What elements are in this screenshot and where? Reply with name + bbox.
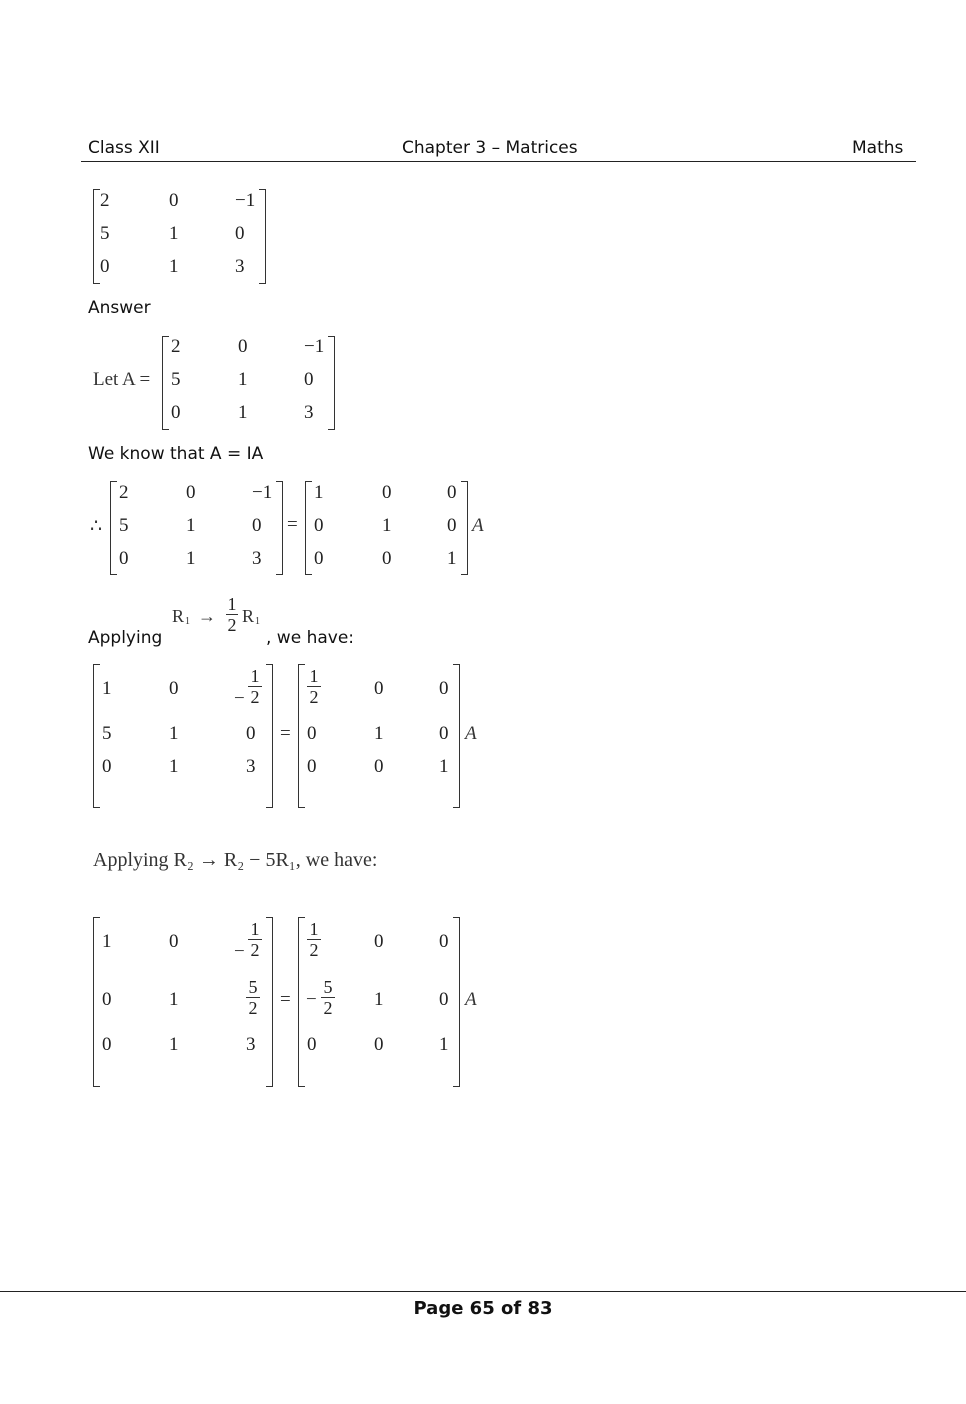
matrix-cell: 0 bbox=[307, 1034, 317, 1055]
matrix-cell: 1 bbox=[169, 256, 179, 277]
matrix-cell: 0 bbox=[246, 723, 256, 744]
matrix-cell: 0 bbox=[307, 723, 317, 744]
matrix-cell: −1 bbox=[235, 190, 256, 211]
matrix-cell: 1 bbox=[374, 989, 384, 1010]
matrix-cell: 0 bbox=[304, 369, 314, 390]
fraction-half: 1 2 bbox=[307, 666, 321, 707]
row-op-subscript: 1 bbox=[255, 616, 260, 627]
matrix-cell: 1 bbox=[186, 548, 196, 569]
matrix-cell: 0 bbox=[439, 931, 449, 952]
fraction-half bbox=[226, 594, 238, 635]
matrix-cell: 1 bbox=[169, 1034, 179, 1055]
we-know-text: We know that A = IA bbox=[88, 444, 264, 464]
matrix-cell: 5 bbox=[171, 369, 181, 390]
matrix-cell: 3 bbox=[246, 756, 256, 777]
bracket-left bbox=[305, 481, 312, 575]
bracket-left bbox=[162, 336, 169, 430]
step2-instruction: Applying R₂ → R₂ − 5R₁, we have: bbox=[93, 849, 378, 871]
matrix-cell: 1 bbox=[382, 515, 392, 536]
matrix-cell: 2 bbox=[100, 190, 110, 211]
page-number: Page 65 of 83 bbox=[413, 1298, 553, 1319]
matrix-cell: 0 bbox=[439, 989, 449, 1010]
bracket-right bbox=[328, 336, 335, 430]
matrix-cell: 1 bbox=[169, 756, 179, 777]
footer-divider bbox=[0, 1291, 966, 1292]
matrix-cell: 0 bbox=[102, 989, 112, 1010]
matrix-cell: 0 bbox=[382, 482, 392, 503]
matrix-cell: 0 bbox=[439, 678, 449, 699]
matrix-cell: 2 bbox=[119, 482, 129, 503]
matrix-cell: 0 bbox=[382, 548, 392, 569]
matrix-cell: 3 bbox=[304, 402, 314, 423]
equals-sign: = bbox=[280, 989, 291, 1010]
matrix-cell: 0 bbox=[102, 1034, 112, 1055]
matrix-cell: 1 bbox=[374, 723, 384, 744]
header-divider bbox=[81, 161, 916, 162]
matrix-cell: 1 bbox=[439, 1034, 449, 1055]
matrix-cell: 1 bbox=[102, 931, 112, 952]
matrix-cell: 3 bbox=[246, 1034, 256, 1055]
matrix-cell: −1 bbox=[304, 336, 325, 357]
equals-sign: = bbox=[280, 723, 291, 744]
matrix-cell: 1 bbox=[447, 548, 457, 569]
matrix-cell: 3 bbox=[235, 256, 245, 277]
matrix-cell: 1 bbox=[186, 515, 196, 536]
bracket-left bbox=[93, 917, 100, 1087]
matrix-cell: 0 bbox=[102, 756, 112, 777]
matrix-cell: 0 bbox=[374, 931, 384, 952]
matrix-cell: 0 bbox=[307, 756, 317, 777]
matrix-cell: 5 bbox=[100, 223, 110, 244]
matrix-cell: 0 bbox=[235, 223, 245, 244]
matrix-cell: 1 bbox=[238, 402, 248, 423]
matrix-cell: 0 bbox=[119, 548, 129, 569]
matrix-cell: 0 bbox=[169, 931, 179, 952]
matrix-cell: 1 bbox=[314, 482, 324, 503]
bracket-left bbox=[93, 189, 100, 284]
bracket-left bbox=[298, 917, 305, 1087]
bracket-right bbox=[266, 664, 273, 808]
matrix-cell: 1 bbox=[238, 369, 248, 390]
matrix-cell: 1 bbox=[169, 223, 179, 244]
matrix-cell: 0 bbox=[252, 515, 262, 536]
matrix-cell: 0 bbox=[100, 256, 110, 277]
bracket-right bbox=[259, 189, 266, 284]
equals-sign: = bbox=[287, 514, 298, 535]
row-op-rhs: R bbox=[242, 606, 255, 626]
therefore-symbol: ∴ bbox=[90, 516, 103, 537]
fraction-neg-half: 1 2 bbox=[248, 919, 262, 960]
row-op-lhs: R bbox=[172, 606, 185, 626]
bracket-right bbox=[461, 481, 468, 575]
answer-label: Answer bbox=[88, 298, 151, 318]
matrix-cell: 0 bbox=[238, 336, 248, 357]
bracket-left bbox=[93, 664, 100, 808]
matrix-cell: −1 bbox=[252, 482, 273, 503]
matrix-a-symbol: A bbox=[465, 723, 477, 744]
matrix-cell: 0 bbox=[374, 756, 384, 777]
fraction-neg-half: 1 2 bbox=[248, 666, 262, 707]
matrix-cell: 5 bbox=[119, 515, 129, 536]
denominator: 2 bbox=[227, 615, 237, 635]
header-chapter: Chapter 3 – Matrices bbox=[402, 138, 578, 158]
let-a-prefix: Let A = bbox=[93, 369, 151, 390]
matrix-cell: 0 bbox=[439, 723, 449, 744]
matrix-cell: 0 bbox=[169, 678, 179, 699]
matrix-cell: 0 bbox=[314, 548, 324, 569]
bracket-left bbox=[298, 664, 305, 808]
bracket-right bbox=[453, 917, 460, 1087]
row-op-subscript: 1 bbox=[185, 616, 190, 627]
matrix-cell: 3 bbox=[252, 548, 262, 569]
bracket-left bbox=[110, 481, 117, 575]
numerator: 1 bbox=[227, 594, 237, 614]
matrix-cell: 5 bbox=[102, 723, 112, 744]
header-subject: Maths bbox=[852, 138, 904, 158]
matrix-cell: 1 bbox=[169, 989, 179, 1010]
matrix-cell: 1 bbox=[439, 756, 449, 777]
matrix-a-symbol: A bbox=[465, 989, 477, 1010]
matrix-cell: 0 bbox=[314, 515, 324, 536]
matrix-cell: 0 bbox=[447, 515, 457, 536]
fraction-five-halves: 5 2 bbox=[246, 977, 260, 1018]
matrix-cell: 0 bbox=[186, 482, 196, 503]
matrix-a-symbol: A bbox=[472, 515, 484, 536]
fraction-neg-five-halves: 5 2 bbox=[321, 977, 335, 1018]
bracket-right bbox=[266, 917, 273, 1087]
matrix-cell: 1 bbox=[169, 723, 179, 744]
applying-label: Applying bbox=[88, 628, 163, 648]
matrix-cell: 0 bbox=[374, 1034, 384, 1055]
bracket-right bbox=[276, 481, 283, 575]
matrix-cell: 0 bbox=[169, 190, 179, 211]
matrix-cell: 0 bbox=[447, 482, 457, 503]
matrix-cell: 0 bbox=[374, 678, 384, 699]
we-have-label: , we have: bbox=[266, 628, 355, 648]
matrix-cell: 2 bbox=[171, 336, 181, 357]
arrow-icon: → bbox=[198, 606, 216, 626]
fraction-half: 1 2 bbox=[307, 919, 321, 960]
header-class: Class XII bbox=[88, 138, 160, 158]
bracket-right bbox=[453, 664, 460, 808]
matrix-cell: 0 bbox=[171, 402, 181, 423]
